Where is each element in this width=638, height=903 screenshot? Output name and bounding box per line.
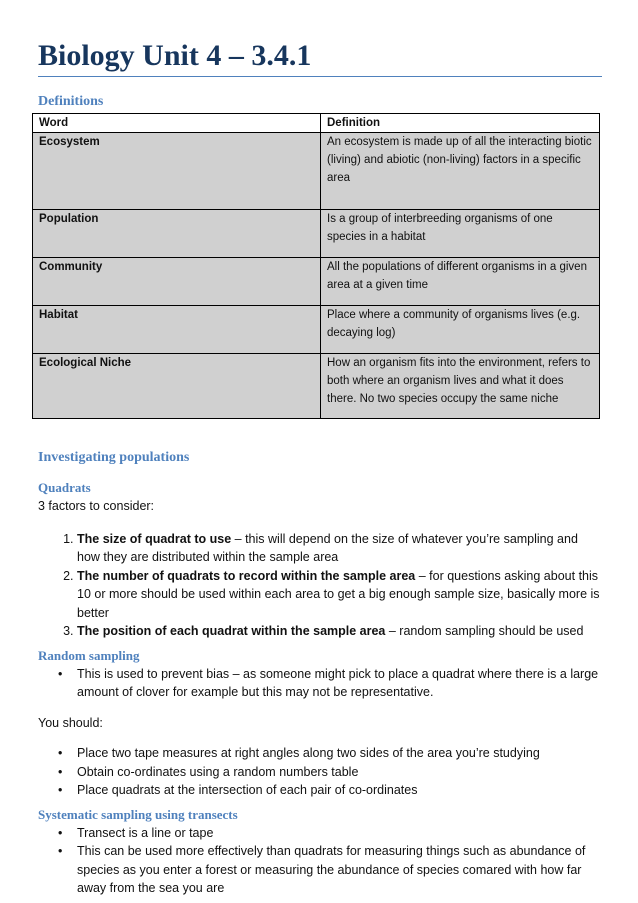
list-item <box>58 842 602 898</box>
term-cell: Habitat <box>33 306 321 354</box>
you-should-text: You should: <box>38 715 103 730</box>
list-item <box>77 567 602 623</box>
bullet-text: Place two tape measures at right angles along two sides of the area you’re studying <box>77 746 540 760</box>
table-row <box>33 306 600 354</box>
definitions-heading: Definitions <box>38 94 104 109</box>
factor-title: The number of quadrats to record within the sample area <box>77 568 416 583</box>
investigating-populations-heading: Investigating populations <box>38 450 190 465</box>
quadrat-factors-list <box>38 530 602 641</box>
bullet-icon: • <box>58 764 63 779</box>
list-item <box>58 781 602 800</box>
definitions-table <box>32 113 600 419</box>
term-cell: Community <box>33 258 321 306</box>
bullet-icon: • <box>58 746 63 760</box>
factor-title: The size of quadrat to use <box>77 531 232 546</box>
bullet-text: This can be used more effectively than quadrats for measuring things such as abundance of species as you enter a forest or measuring the abundance of species comared with how far away from the sea you are <box>77 844 586 895</box>
bullet-icon: • <box>58 844 63 858</box>
column-header-definition: Definition <box>321 114 600 133</box>
definition-cell: How an organism fits into the environment, refers to both where an organism lives and what it does there. No two species occupy the same niche <box>321 354 600 419</box>
term-cell: Population <box>33 210 321 258</box>
definition-cell: Is a group of interbreeding organisms of one species in a habitat <box>321 210 600 258</box>
definition-cell: Place where a community of organisms lives (e.g. decaying log) <box>321 306 600 354</box>
table-header-row <box>33 114 600 133</box>
list-item <box>77 530 602 567</box>
factor-text: – random sampling should be used <box>385 624 584 638</box>
random-sampling-bullets <box>38 665 602 702</box>
document-page <box>38 38 602 898</box>
systematic-sampling-heading: Systematic sampling using transects <box>38 806 238 822</box>
definition-cell: An ecosystem is made up of all the interacting biotic (living) and abiotic (non-living) factors in a specific area <box>321 133 600 210</box>
list-item <box>58 744 602 763</box>
list-item <box>58 665 602 702</box>
factor-text: – this will depend on the size of whatever you’re sampling and how they are distributed within the sample area <box>77 531 578 564</box>
term-cell: Ecosystem <box>33 133 321 210</box>
quadrats-intro: 3 factors to consider: <box>38 499 155 513</box>
factor-text: – for questions asking about this 10 or more should be used within each area to get a big enough sample size, basically more is better <box>77 568 600 620</box>
random-sampling-steps <box>38 744 602 800</box>
factor-title: The position of each quadrat within the sample area <box>77 624 386 638</box>
table-row <box>33 210 600 258</box>
bullet-icon: • <box>58 783 63 797</box>
bullet-text: Transect is a line or tape <box>77 825 214 840</box>
table-row <box>33 133 600 210</box>
page-title: Biology Unit 4 – 3.4.1 <box>38 38 602 77</box>
table-row <box>33 258 600 306</box>
bullet-icon: • <box>58 825 63 840</box>
column-header-word: Word <box>33 114 321 133</box>
bullet-text: This is used to prevent bias – as someone might pick to place a quadrat where there is a large amount of clover for example but this may not be representative. <box>77 666 599 699</box>
bullet-icon: • <box>58 666 63 681</box>
list-item <box>58 763 602 782</box>
bullet-text: Obtain co-ordinates using a random numbers table <box>77 764 359 779</box>
random-sampling-heading: Random sampling <box>38 647 140 663</box>
list-item <box>77 622 602 641</box>
list-item <box>58 824 602 843</box>
term-cell: Ecological Niche <box>33 354 321 419</box>
bullet-text: Place quadrats at the intersection of each pair of co-ordinates <box>77 783 418 797</box>
quadrats-heading: Quadrats <box>38 480 91 495</box>
systematic-sampling-bullets <box>38 824 602 898</box>
definition-cell: All the populations of different organisms in a given area at a given time <box>321 258 600 306</box>
table-row <box>33 354 600 419</box>
